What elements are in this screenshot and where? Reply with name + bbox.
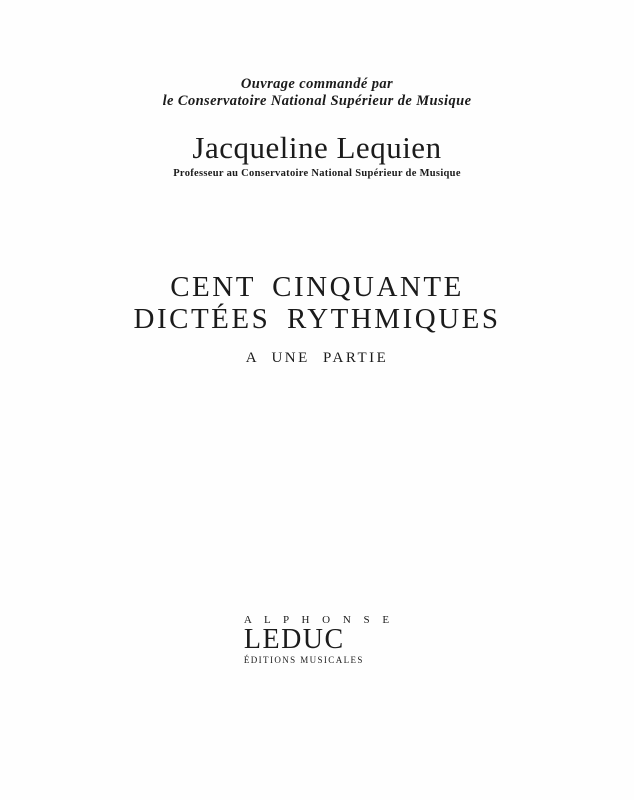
publisher-tagline: ÉDITIONS MUSICALES: [243, 655, 364, 665]
book-subtitle: A UNE PARTIE: [245, 350, 389, 366]
author-title: Professeur au Conservatoire National Supérieur de Musique: [173, 168, 461, 179]
commission-note: [0, 76, 634, 110]
publisher-logo: [0, 615, 634, 668]
book-title-line-2: DICTÉES RYTHMIQUES: [133, 302, 501, 335]
publisher-logo-block: [244, 615, 394, 665]
book-title-line-1: CENT CINQUANTE: [170, 271, 464, 303]
commission-line-2: le Conservatoire National Supérieur de Musique: [162, 93, 472, 109]
book-title: [0, 272, 634, 335]
publisher-name-main: LEDUC: [243, 624, 345, 655]
publisher-name-top: A L P H O N S E: [243, 614, 395, 626]
author-block: [0, 131, 634, 179]
commission-line-1: Ouvrage commandé par: [240, 76, 394, 92]
author-name: Jacqueline Lequien: [192, 130, 442, 165]
